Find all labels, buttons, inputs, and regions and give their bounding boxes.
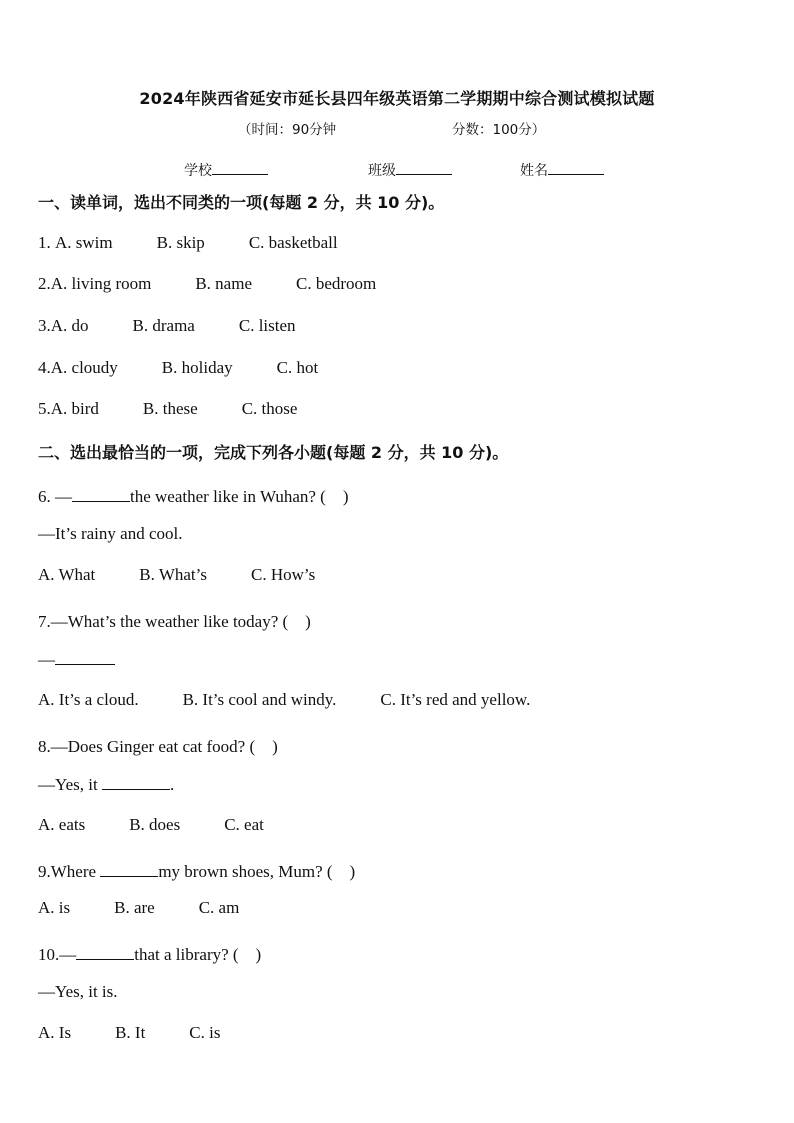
q6-prefix: 6. — — [38, 487, 72, 506]
q8-blank[interactable] — [102, 774, 170, 790]
question-1 — [38, 233, 382, 253]
question-10-reply: —Yes, it is. — [38, 982, 118, 1001]
question-6 — [38, 482, 349, 507]
q7-dash: — — [38, 650, 55, 669]
question-9 — [38, 857, 355, 882]
q7-option-c[interactable]: C. It’s red and yellow. — [380, 690, 531, 709]
question-4 — [38, 358, 362, 378]
q7-option-a[interactable]: A. It’s a cloud. — [38, 690, 139, 709]
q6-option-c[interactable]: C. How’s — [250, 565, 316, 584]
q10-blank[interactable] — [76, 944, 134, 960]
q3-option-a[interactable]: A. do — [50, 316, 89, 335]
q5-number: 5. — [38, 399, 51, 418]
q4-option-a[interactable]: A. cloudy — [50, 358, 118, 377]
name-blank[interactable] — [548, 160, 604, 175]
exam-score: 分数：100分） — [452, 122, 546, 138]
question-8-options — [38, 815, 308, 835]
q1-option-b[interactable]: B. skip — [156, 233, 205, 252]
q8-option-c[interactable]: C. eat — [224, 815, 264, 834]
q1-number: 1. — [38, 233, 55, 252]
q2-option-a[interactable]: A. living room — [50, 274, 152, 293]
section-1-heading: 一、读单词，选出不同类的一项(每题 2 分，共 10 分)。 — [38, 193, 445, 212]
exam-time: （时间：90分钟 — [238, 122, 337, 138]
q1-option-c[interactable]: C. basketball — [248, 233, 338, 252]
q3-option-b[interactable]: B. drama — [132, 316, 195, 335]
question-3 — [38, 316, 340, 336]
q2-number: 2. — [38, 274, 51, 293]
q8-reply-prefix: —Yes, it — [38, 775, 102, 794]
class-field — [368, 160, 452, 180]
q1-option-a[interactable]: A. swim — [55, 233, 113, 252]
q10-option-a[interactable]: A. Is — [38, 1023, 72, 1042]
class-blank[interactable] — [396, 160, 452, 175]
q9-option-a[interactable]: A. is — [38, 898, 71, 917]
q2-option-b[interactable]: B. name — [195, 274, 252, 293]
q6-text: the weather like in Wuhan? ( ) — [130, 487, 349, 506]
question-10-options — [38, 1023, 264, 1043]
question-7-reply — [38, 649, 115, 670]
q3-number: 3. — [38, 316, 51, 335]
q8-option-b[interactable]: B. does — [129, 815, 181, 834]
question-10 — [38, 940, 261, 965]
q4-number: 4. — [38, 358, 51, 377]
q7-blank[interactable] — [55, 649, 115, 665]
q9-blank[interactable] — [100, 861, 158, 877]
name-label: 姓名 — [520, 163, 548, 179]
q3-option-c[interactable]: C. listen — [238, 316, 296, 335]
q10-prefix: 10.— — [38, 945, 77, 964]
q5-option-c[interactable]: C. those — [241, 399, 298, 418]
question-9-options — [38, 898, 283, 918]
q5-option-a[interactable]: A. bird — [50, 399, 99, 418]
name-field — [520, 160, 604, 180]
question-7: 7.—What’s the weather like today? ( ) — [38, 612, 311, 631]
q8-reply-suffix: . — [169, 775, 175, 794]
q4-option-c[interactable]: C. hot — [276, 358, 319, 377]
q6-option-a[interactable]: A. What — [38, 565, 96, 584]
q6-blank[interactable] — [72, 486, 130, 502]
question-8-reply — [38, 774, 174, 795]
school-label: 学校 — [184, 163, 212, 179]
school-field — [184, 160, 268, 180]
section-2-heading: 二、选出最恰当的一项，完成下列各小题(每题 2 分，共 10 分)。 — [38, 443, 509, 462]
school-blank[interactable] — [212, 160, 268, 175]
q4-option-b[interactable]: B. holiday — [161, 358, 233, 377]
q10-text: that a library? ( ) — [134, 945, 262, 964]
question-6-options — [38, 565, 359, 585]
q8-option-a[interactable]: A. eats — [38, 815, 86, 834]
q10-option-c[interactable]: C. is — [189, 1023, 221, 1042]
q9-option-b[interactable]: B. are — [114, 898, 155, 917]
exam-title: 2024年陕西省延安市延长县四年级英语第二学期期中综合测试模拟试题 — [139, 89, 655, 108]
class-label: 班级 — [368, 163, 396, 179]
question-7-options — [38, 690, 574, 710]
question-5 — [38, 399, 341, 419]
q2-option-c[interactable]: C. bedroom — [296, 274, 377, 293]
q9-option-c[interactable]: C. am — [198, 898, 240, 917]
q7-option-b[interactable]: B. It’s cool and windy. — [182, 690, 337, 709]
question-6-reply: —It’s rainy and cool. — [38, 524, 183, 543]
q5-option-b[interactable]: B. these — [142, 399, 198, 418]
q6-option-b[interactable]: B. What’s — [139, 565, 207, 584]
q10-option-b[interactable]: B. It — [115, 1023, 146, 1042]
q9-prefix: 9.Where — [38, 862, 101, 881]
question-8: 8.—Does Ginger eat cat food? ( ) — [38, 737, 278, 756]
q9-text: my brown shoes, Mum? ( ) — [158, 862, 356, 881]
question-2 — [38, 274, 420, 294]
